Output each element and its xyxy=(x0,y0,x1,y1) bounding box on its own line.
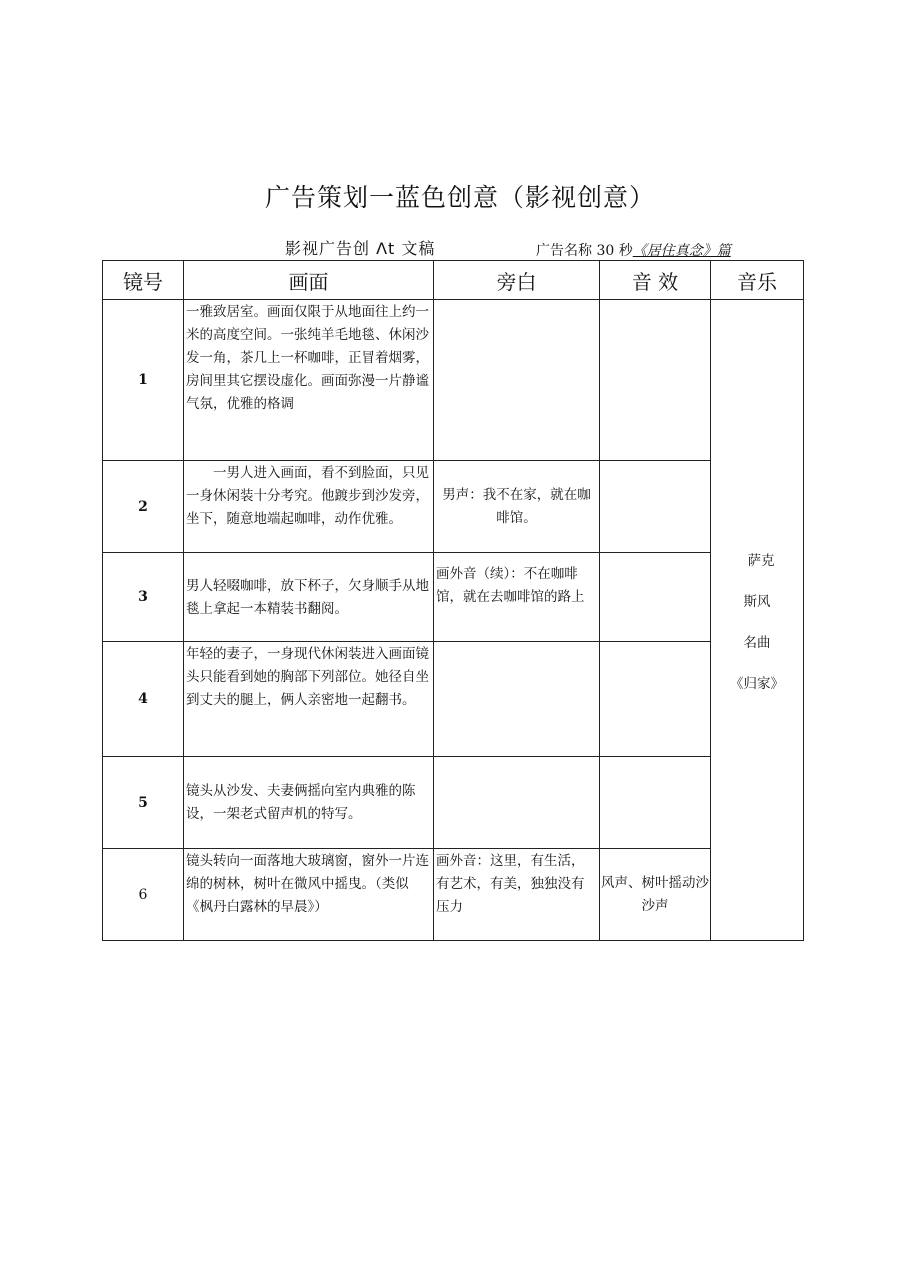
header-sound-effects: 音 效 xyxy=(600,261,711,300)
shot-number: 3 xyxy=(103,553,184,642)
ad-name-title: 《居住真念》篇 xyxy=(632,243,731,259)
sfx-cell xyxy=(600,461,711,553)
narration-cell: 画外音：这里，有生活，有艺术，有美，独独没有压力 xyxy=(434,849,600,941)
music-line: 萨克 xyxy=(747,552,775,569)
music-line: 斯风 xyxy=(743,593,771,610)
table-row xyxy=(103,461,804,553)
music-line: 《归家》 xyxy=(730,675,784,692)
table-row xyxy=(103,553,804,642)
scene-cell: 男人轻啜咖啡，放下杯子，欠身顺手从地毯上拿起一本精装书翻阅。 xyxy=(184,553,434,642)
table-header-row xyxy=(103,261,804,300)
sfx-cell xyxy=(600,642,711,757)
storyboard-table xyxy=(102,260,804,941)
sfx-cell xyxy=(600,300,711,461)
ad-name-prefix: 广告名称 30 秒 xyxy=(536,243,633,259)
narration-cell: 画外音（续）：不在咖啡馆，就在去咖啡馆的路上 xyxy=(434,553,600,642)
shot-number: 1 xyxy=(103,300,184,461)
sfx-cell xyxy=(600,757,711,849)
sfx-cell xyxy=(600,553,711,642)
shot-number: 5 xyxy=(103,757,184,849)
sfx-cell: 风声、树叶摇动沙沙声 xyxy=(600,849,711,941)
narration-cell xyxy=(434,642,600,757)
header-narration: 旁白 xyxy=(434,261,600,300)
scene-cell: 镜头转向一面落地大玻璃窗，窗外一片连绵的树林，树叶在微风中摇曳。（类似《枫丹白露林的早晨》） xyxy=(184,849,434,941)
table-row xyxy=(103,849,804,941)
header-shot-number: 镜号 xyxy=(103,261,184,300)
header-music: 音乐 xyxy=(711,261,804,300)
scene-cell: 一雅致居室。画面仅限于从地面往上约一米的高度空间。一张纯羊毛地毯、休闲沙发一角，茶几上一杯咖啡，正冒着烟雾，房间里其它摆设虚化。画面弥漫一片静谧气氛，优雅的格调 xyxy=(184,300,434,461)
shot-number: 4 xyxy=(103,642,184,757)
narration-cell xyxy=(434,300,600,461)
narration-cell xyxy=(434,757,600,849)
scene-cell: 镜头从沙发、夫妻俩摇向室内典雅的陈设，一架老式留声机的特写。 xyxy=(184,757,434,849)
narration-cell: 男声：我不在家，就在咖啡馆。 xyxy=(434,461,600,553)
table-row xyxy=(103,757,804,849)
table-row xyxy=(103,642,804,757)
page-title: 广告策划一蓝色创意（影视创意） xyxy=(264,183,655,212)
music-cell xyxy=(711,300,804,941)
scene-cell: 年轻的妻子，一身现代休闲装进入画面镜头只能看到她的胸部下列部位。她径自坐到丈夫的腿上，俩人亲密地一起翻书。 xyxy=(184,642,434,757)
shot-number: 6 xyxy=(103,849,184,941)
shot-number: 2 xyxy=(103,461,184,553)
scene-cell: 一男人进入画面，看不到脸面，只见一身休闲装十分考究。他踱步到沙发旁，坐下，随意地端起咖啡，动作优雅。 xyxy=(184,461,434,553)
header-scene: 画面 xyxy=(184,261,434,300)
subtitle: 影视广告创 Λt 文稿 xyxy=(285,239,436,258)
ad-name xyxy=(536,240,731,260)
music-line: 名曲 xyxy=(743,634,771,651)
table-row xyxy=(103,300,804,461)
